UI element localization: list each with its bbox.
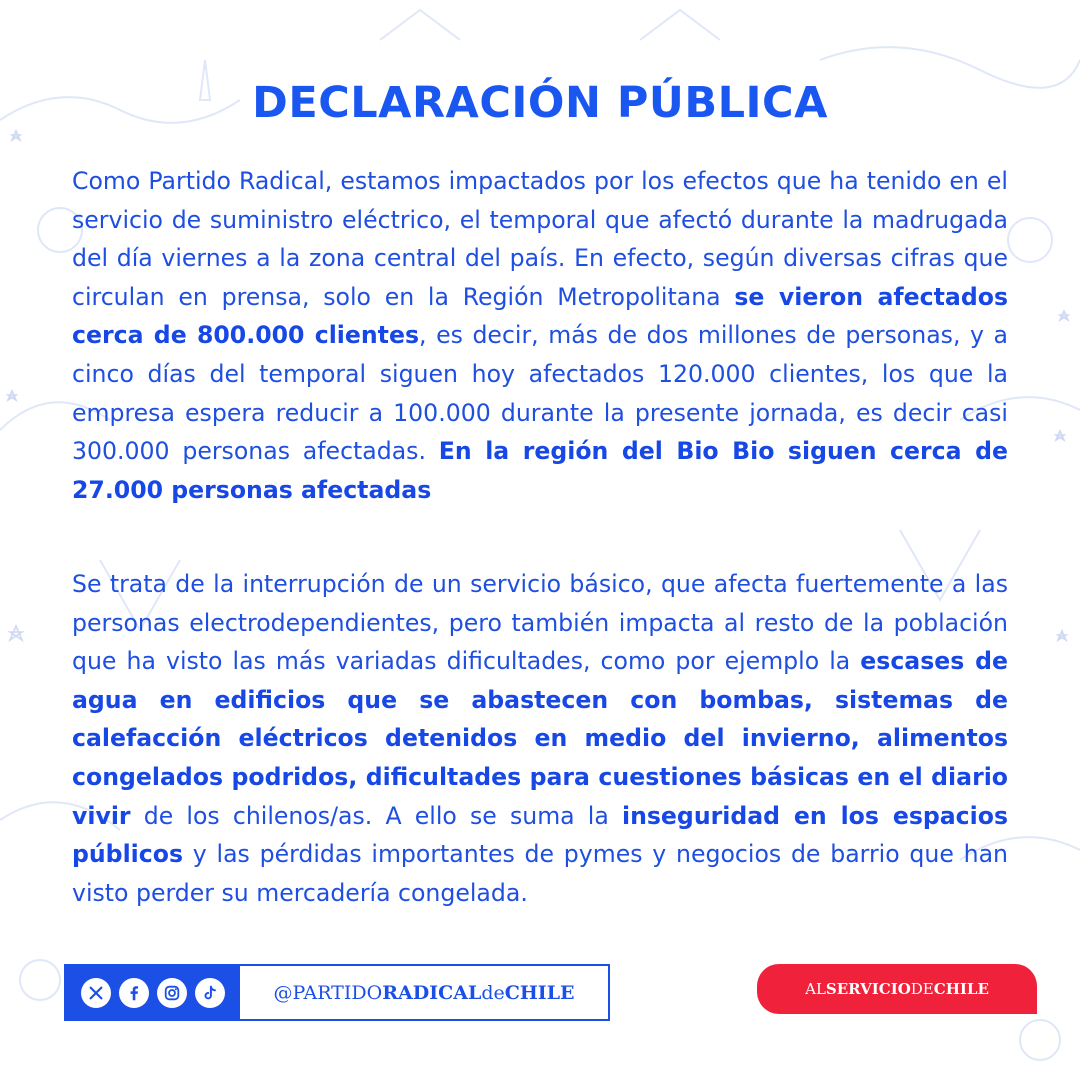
- page-title: DECLARACIÓN PÚBLICA: [252, 78, 828, 128]
- handle-chile: CHILE: [504, 981, 575, 1004]
- badge-chile: CHILE: [933, 980, 989, 998]
- paragraph-2-text-3: y las pérdidas importantes de pymes y negocios de barrio que han visto perder su mercadería congelada.: [72, 840, 1008, 907]
- tiktok-icon[interactable]: [195, 978, 225, 1008]
- paragraph-2-highlight-1: escases de agua en edificios que se abastecen con bombas, sistemas de calefacción eléctricos detenidos en medio del invierno, alimentos congelados podridos, dificultades para cuestiones básicas en el diario vivir: [72, 647, 1008, 830]
- badge-al: AL: [805, 980, 826, 998]
- handle-radical: RADICAL: [382, 981, 482, 1004]
- instagram-icon[interactable]: [157, 978, 187, 1008]
- paragraph-2-highlight-2: inseguridad en los espacios públicos: [72, 801, 1008, 869]
- paragraph-1-text-1: Como Partido Radical, estamos impactados por los efectos que ha tenido en el servicio de suministro eléctrico, el temporal que afectó durante la madrugada del día viernes a la zona central del país. En efecto, según diversas cifras que circulan en prensa, solo en la Región Metropolitana: [72, 167, 1008, 311]
- social-handle[interactable]: [240, 966, 608, 1019]
- paragraph-2: [72, 565, 1008, 912]
- social-bar: [64, 964, 610, 1021]
- paragraph-2-text-2: de los chilenos/as. A ello se suma la: [130, 801, 622, 830]
- paragraph-1: [72, 162, 1008, 509]
- handle-de: de: [481, 981, 505, 1004]
- paragraph-1-text-2: , es decir, más de dos millones de personas, y a cinco días del temporal siguen hoy afectados 120.000 clientes, los que la empresa espera reducir a 100.000 durante la presente jornada, es decir casi 300.000 personas afectadas.: [72, 321, 1008, 466]
- service-badge: [757, 964, 1037, 1014]
- paragraph-1-highlight-2: En la región del Bio Bio siguen cerca de 27.000 personas afectadas: [72, 437, 1008, 504]
- social-icons: [66, 966, 240, 1019]
- handle-prefix: @PARTIDO: [273, 981, 383, 1004]
- paragraph-1-highlight-1: se vieron afectados cerca de 800.000 clientes: [72, 282, 1008, 350]
- badge-de: DE: [910, 980, 934, 998]
- x-icon[interactable]: [81, 978, 111, 1008]
- badge-servicio: SERVICIO: [825, 980, 911, 998]
- paragraph-2-text-1: Se trata de la interrupción de un servicio básico, que afecta fuertemente a las personas electrodependientes, pero también impacta al resto de la población que ha visto las más variadas dificultades, como por ejemplo la: [72, 570, 1008, 676]
- facebook-icon[interactable]: [119, 978, 149, 1008]
